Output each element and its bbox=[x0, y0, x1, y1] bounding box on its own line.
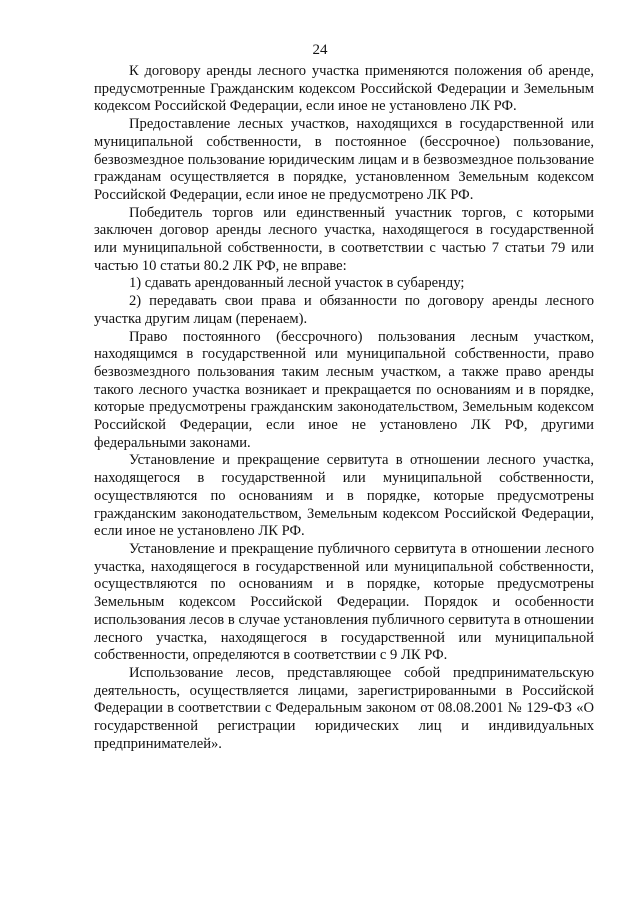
paragraph-land-provision: Предоставление лесных участков, находящихся в государственной или муниципальной собственности, в постоянное (бессрочное) пользование, безвозмездное пользование юридическим лицам и в безвозмездное пользование гражданам осуществляется в порядке, установленном Земельным кодексом Российской Федерации, если иное не предусмотрено ЛК РФ. bbox=[94, 116, 594, 203]
paragraph-lease-provisions: К договору аренды лесного участка применяются положения об аренде, предусмотренные Гражданским кодексом Российской Федерации и Земельным кодексом Российской Федерации, если иное не установлено ЛК РФ. bbox=[94, 63, 594, 115]
document-body bbox=[94, 63, 594, 753]
paragraph-public-servitude: Установление и прекращение публичного сервитута в отношении лесного участка, находящегося в государственной или муниципальной собственности, осуществляются по основаниям и в порядке, которые предусмотрены Земельным кодексом Российской Федерации. Порядок и особенности использования лесов в случае установления публичного сервитута в отношении лесного участка, находящегося в государственной или муниципальной собственности, определяются в соответствии с 9 ЛК РФ. bbox=[94, 540, 594, 664]
paragraph-auction-winner: Победитель торгов или единственный участник торгов, с которыми заключен договор аренды лесного участка, находящегося в государственной или муниципальной собственности, в соответствии с частью 7 статьи 79 или частью 10 статьи 80.2 ЛК РФ, не вправе: bbox=[94, 204, 594, 274]
page-number: 24 bbox=[312, 42, 328, 58]
paragraph-servitude: Установление и прекращение сервитута в отношении лесного участка, находящегося в государственной или муниципальной собственности, осуществляются по основаниям и в порядке, которые предусмотрены гражданским законодательством, Земельным кодексом Российской Федерации, если иное не установлено ЛК РФ. bbox=[94, 452, 594, 540]
paragraph-business-use: Использование лесов, представляющее собой предпринимательскую деятельность, осуществляется лицами, зарегистрированными в Российской Федерации в соответствии с Федеральным законом от 08.08.2001 № 129-ФЗ «О государственной регистрации юридических лиц и индивидуальных предпринимателей». bbox=[94, 664, 594, 752]
list-item-transfer-rights: 2) передавать свои права и обязанности по договору аренды лесного участка другим лицам (перенаем). bbox=[94, 293, 594, 327]
list-item-sublease: 1) сдавать арендованный лесной участок в субаренду; bbox=[129, 275, 465, 292]
paragraph-permanent-use: Право постоянного (бессрочного) пользования лесным участком, находящимся в государственной или муниципальной собственности, право безвозмездного пользования таким лесным участком, а также право аренды такого лесного участка возникает и прекращается по основаниям и в порядке, которые предусмотрены гражданским законодательством, Земельным кодексом Российской Федерации, если иное не установлено ЛК РФ, другими федеральными законами. bbox=[94, 328, 594, 451]
